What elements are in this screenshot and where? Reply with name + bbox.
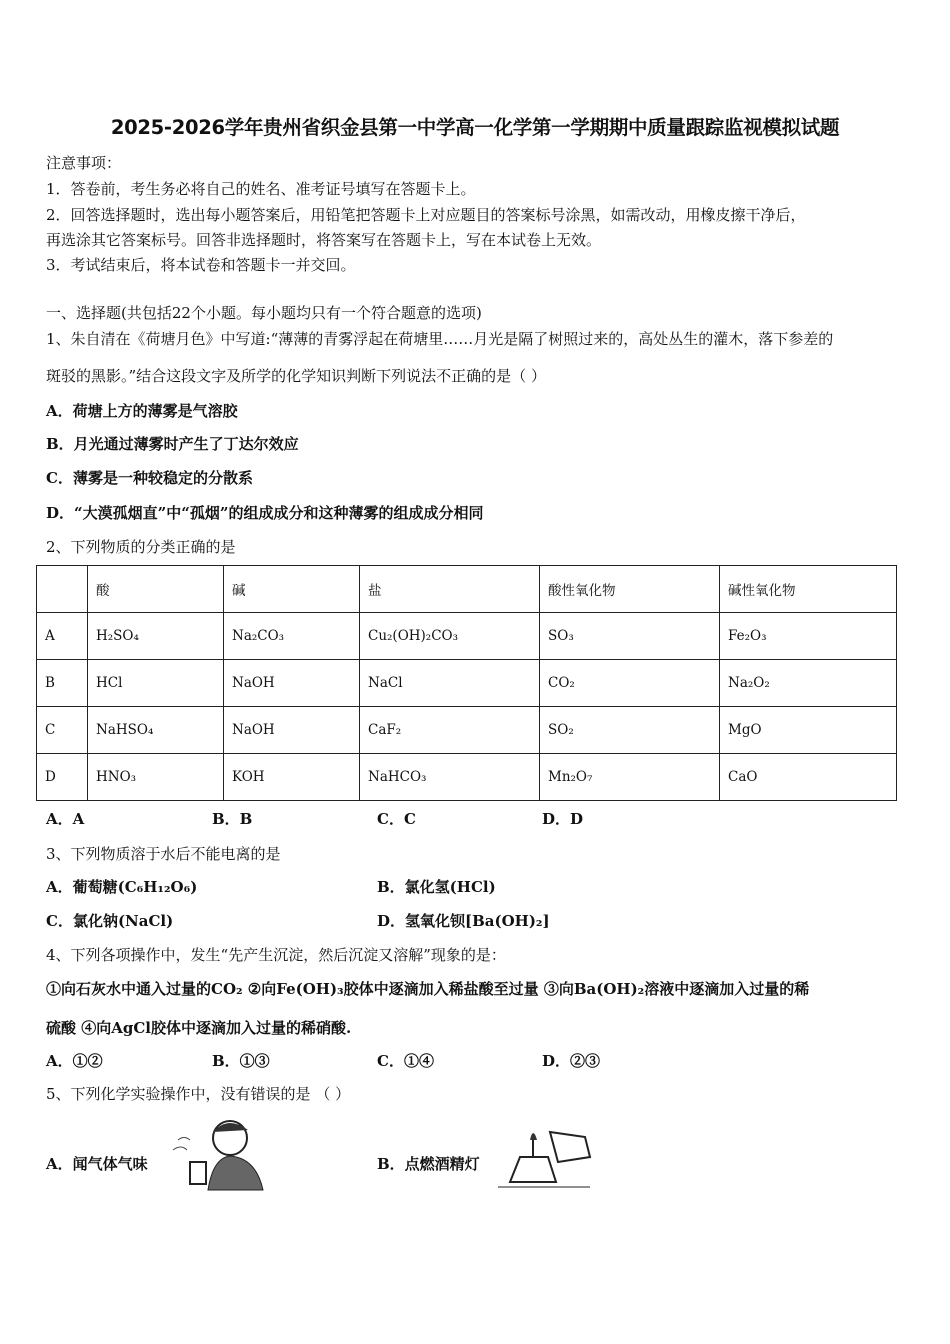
table-cell: MgO: [720, 707, 897, 754]
q4-option-a: A．①②: [46, 1052, 103, 1070]
q4-line: 硫酸 ④向AgCl胶体中逐滴加入过量的稀硝酸.: [46, 1019, 352, 1037]
table-cell: Fe₂O₃: [720, 613, 897, 660]
table-cell: SO₃: [540, 613, 720, 660]
table-cell: Na₂O₂: [720, 660, 897, 707]
table-cell: HNO₃: [88, 754, 224, 801]
q1-option-c: C．薄雾是一种较稳定的分散系: [46, 469, 253, 487]
page-title: 2025-2026学年贵州省织金县第一中学高一化学第一学期期中质量跟踪监视模拟试题: [110, 116, 840, 139]
table-header: 碱性氧化物: [720, 566, 897, 613]
q1-stem: 1、朱自清在《荷塘月色》中写道:“薄薄的青雾浮起在荷塘里……月光是隔了树照过来的，高处丛生的灌木，落下参差的: [46, 330, 834, 348]
table-cell: KOH: [224, 754, 360, 801]
table-header-row: [37, 566, 897, 613]
table-cell: CaO: [720, 754, 897, 801]
q1-stem: 斑驳的黑影。”结合这段文字及所学的化学知识判断下列说法不正确的是（ ）: [46, 367, 546, 385]
table-cell: Mn₂O₇: [540, 754, 720, 801]
table-cell: Na₂CO₃: [224, 613, 360, 660]
q5-option-a: A．闻气体气味: [46, 1155, 148, 1173]
q4-option-d: D．②③: [542, 1052, 601, 1070]
q3-option-a: A．葡萄糖(C₆H₁₂O₆): [46, 878, 198, 896]
table-header: 酸: [88, 566, 224, 613]
q5-option-b: B．点燃酒精灯: [377, 1155, 480, 1173]
q2-option-b: B．B: [212, 810, 253, 828]
classification-table: [36, 565, 897, 801]
q3-stem: 3、下列物质溶于水后不能电离的是: [46, 845, 281, 863]
alcohol-lamp-illustration: [490, 1112, 600, 1197]
table-cell: NaOH: [224, 707, 360, 754]
table-cell: Cu₂(OH)₂CO₃: [360, 613, 540, 660]
smelling-gas-illustration: [168, 1110, 278, 1195]
table-cell: NaOH: [224, 660, 360, 707]
table-cell: NaCl: [360, 660, 540, 707]
q4-option-c: C．①④: [377, 1052, 434, 1070]
table-row: [37, 613, 897, 660]
table-cell: CaF₂: [360, 707, 540, 754]
q1-option-d: D．“大漠孤烟直”中“孤烟”的组成成分和这种薄雾的组成成分相同: [46, 504, 484, 522]
notice-heading: 注意事项：: [46, 154, 122, 172]
notice-item: 2．回答选择题时，选出每小题答案后，用铅笔把答题卡上对应题目的答案标号涂黑，如需改动，用橡皮擦干净后，: [46, 206, 806, 224]
table-cell: B: [37, 660, 88, 707]
section-heading: 一、选择题(共包括22个小题。每小题均只有一个符合题意的选项): [46, 304, 482, 322]
q1-option-a: A．荷塘上方的薄雾是气溶胶: [46, 402, 238, 420]
q1-option-b: B．月光通过薄雾时产生了丁达尔效应: [46, 435, 299, 453]
table-row: [37, 707, 897, 754]
table-header: 盐: [360, 566, 540, 613]
q5-stem: 5、下列化学实验操作中，没有错误的是 （ ）: [46, 1085, 351, 1103]
q2-option-c: C．C: [377, 810, 416, 828]
table-cell: NaHCO₃: [360, 754, 540, 801]
table-cell: H₂SO₄: [88, 613, 224, 660]
table-cell: C: [37, 707, 88, 754]
q3-option-b: B．氯化氢(HCl): [377, 878, 496, 896]
q4-line: ①向石灰水中通入过量的CO₂ ②向Fe(OH)₃胶体中逐滴加入稀盐酸至过量 ③向Ba(OH)₂溶液中逐滴加入过量的稀: [46, 980, 810, 998]
table-cell: HCl: [88, 660, 224, 707]
table-row: [37, 754, 897, 801]
table-header: 酸性氧化物: [540, 566, 720, 613]
q4-option-b: B．①③: [212, 1052, 270, 1070]
table-header: [37, 566, 88, 613]
notice-item: 3．考试结束后，将本试卷和答题卡一并交回。: [46, 256, 356, 274]
table-row: [37, 660, 897, 707]
table-cell: A: [37, 613, 88, 660]
table-cell: NaHSO₄: [88, 707, 224, 754]
q2-option-a: A．A: [46, 810, 85, 828]
q2-option-d: D．D: [542, 810, 584, 828]
q4-stem: 4、下列各项操作中，发生“先产生沉淀，然后沉淀又溶解”现象的是：: [46, 946, 506, 964]
q2-stem: 2、下列物质的分类正确的是: [46, 538, 236, 556]
table-header: 碱: [224, 566, 360, 613]
q3-option-c: C．氯化钠(NaCl): [46, 912, 174, 930]
table-cell: D: [37, 754, 88, 801]
table-cell: SO₂: [540, 707, 720, 754]
notice-item: 1．答卷前，考生务必将自己的姓名、准考证号填写在答题卡上。: [46, 180, 476, 198]
table-cell: CO₂: [540, 660, 720, 707]
q3-option-d: D．氢氧化钡[Ba(OH)₂]: [377, 912, 550, 930]
notice-item: 再选涂其它答案标号。回答非选择题时，将答案写在答题卡上，写在本试卷上无效。: [46, 231, 602, 249]
